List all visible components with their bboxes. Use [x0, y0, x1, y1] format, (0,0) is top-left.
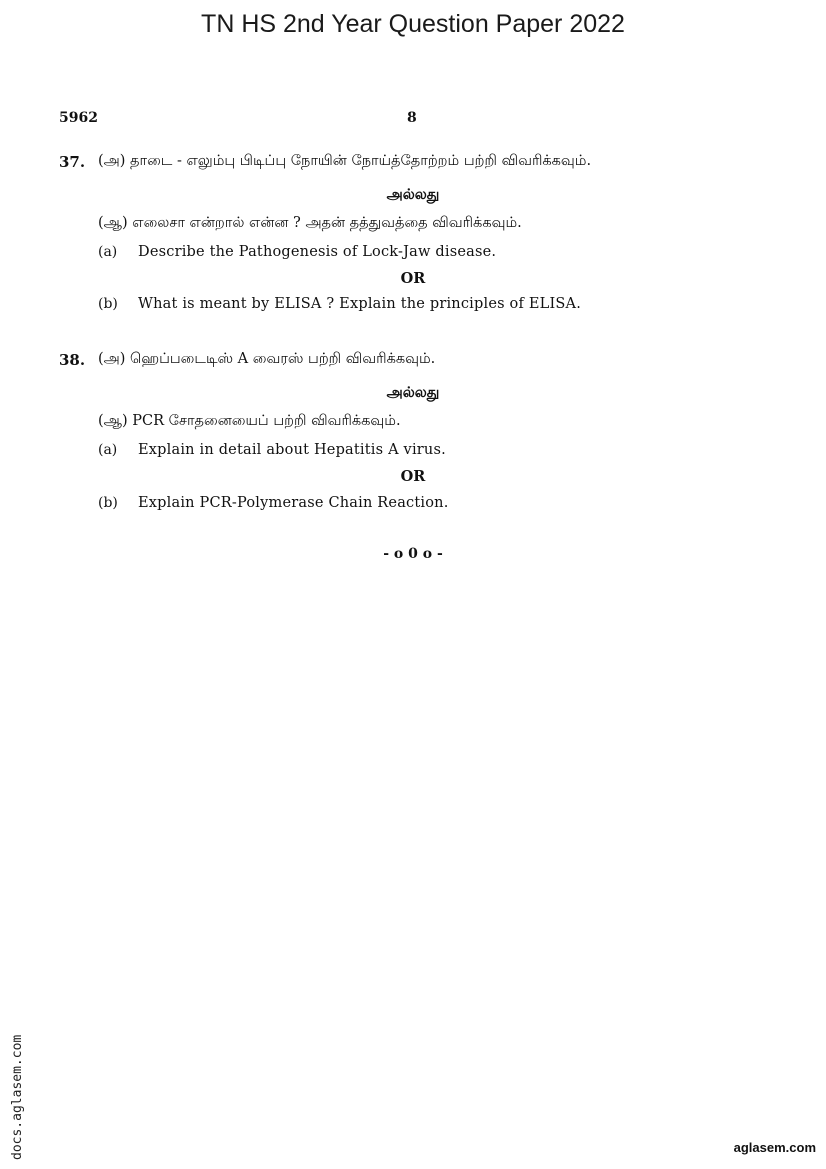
tamil-option-a-text: தாடை - எலும்பு பிடிப்பு நோயின் நோய்த்தோற்றம் பற்றி விவரிக்கவும்.	[130, 153, 592, 169]
english-option-b-label: (b)	[98, 296, 118, 312]
tamil-option-a	[98, 351, 435, 369]
side-watermark: docs.aglasem.com	[10, 1034, 25, 1160]
tamil-option-b-text: எலைசா என்றால் என்ன ? அதன் தத்துவத்தை விவரிக்கவும்.	[132, 215, 522, 231]
end-of-paper-mark: - o 0 o -	[383, 546, 443, 562]
english-option-b-label: (b)	[98, 495, 118, 511]
banner-title: TN HS 2nd Year Question Paper 2022	[201, 10, 625, 38]
tamil-option-b-text: PCR சோதனையைப் பற்றி விவரிக்கவும்.	[132, 413, 401, 429]
corner-watermark: aglasem.com	[733, 1140, 816, 1155]
tamil-or: அல்லது	[386, 384, 440, 401]
tamil-option-a-label: (அ)	[98, 351, 126, 367]
question-number: 38.	[59, 351, 86, 369]
tamil-option-b-label: (ஆ)	[98, 413, 128, 429]
tamil-option-a	[98, 153, 591, 171]
english-option-a-label: (a)	[98, 442, 118, 458]
tamil-option-b-label: (ஆ)	[98, 215, 128, 231]
tamil-option-b	[98, 215, 522, 233]
paper-code: 5962	[59, 110, 98, 126]
tamil-option-a-label: (அ)	[98, 153, 126, 169]
english-option-b-text: Explain PCR-Polymerase Chain Reaction.	[138, 495, 449, 511]
english-option-a-text: Explain in detail about Hepatitis A virus.	[138, 442, 446, 458]
english-option-a-text: Describe the Pathogenesis of Lock-Jaw disease.	[138, 244, 497, 260]
english-option-a-label: (a)	[98, 244, 118, 260]
page-number: 8	[407, 110, 417, 126]
tamil-or: அல்லது	[386, 186, 440, 203]
english-option-b-text: What is meant by ELISA ? Explain the principles of ELISA.	[138, 296, 582, 312]
question-number: 37.	[59, 153, 86, 171]
english-or: OR	[400, 468, 426, 485]
english-or: OR	[400, 270, 426, 287]
tamil-option-b	[98, 413, 401, 431]
tamil-option-a-text: ஹெப்படைடிஸ் A வைரஸ் பற்றி விவரிக்கவும்.	[130, 351, 436, 367]
